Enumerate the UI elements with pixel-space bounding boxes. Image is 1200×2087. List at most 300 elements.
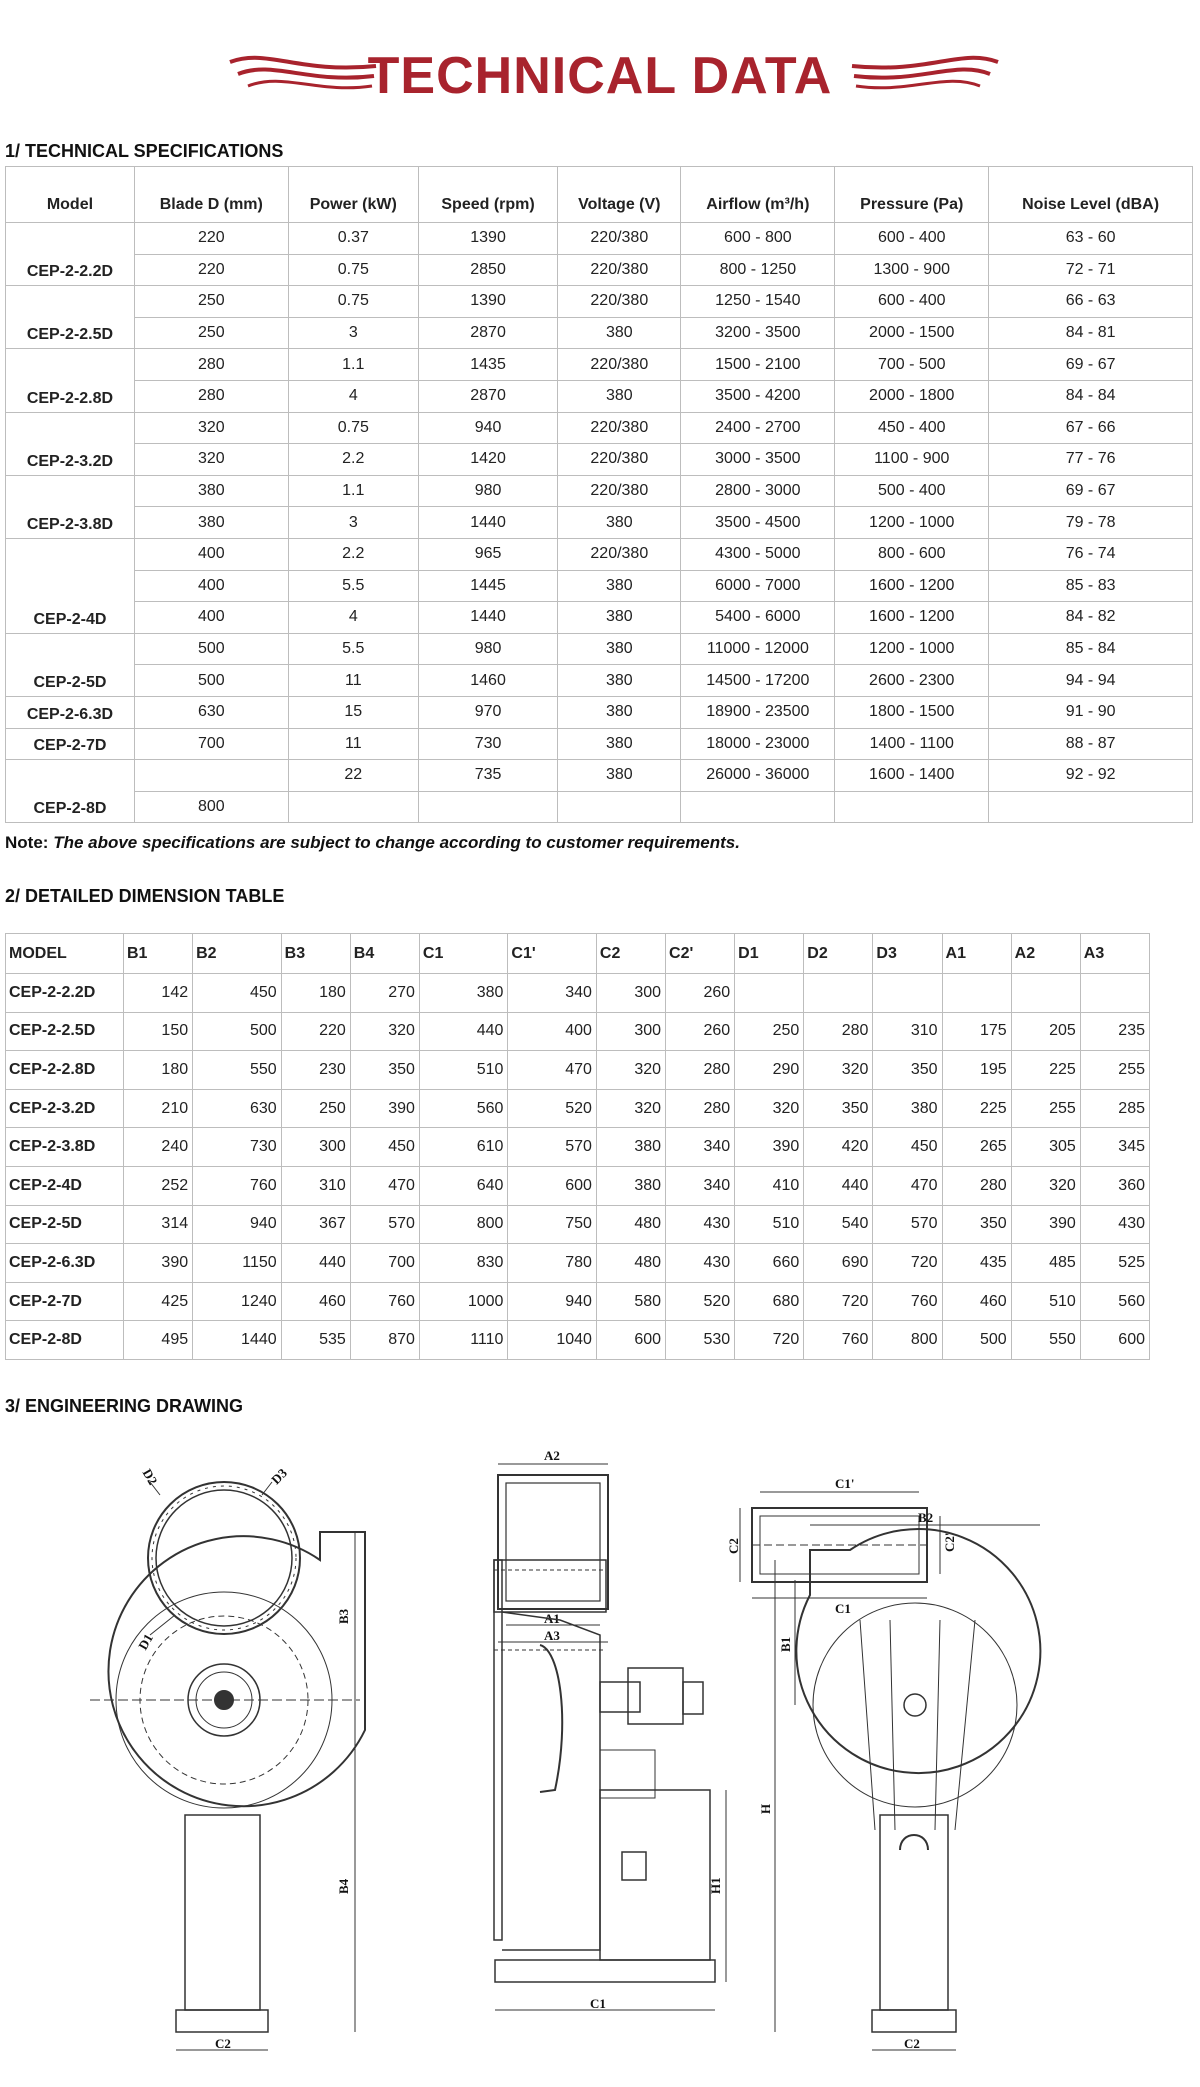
dim-cell: 750 bbox=[508, 1205, 597, 1244]
dim-cell: 180 bbox=[281, 974, 350, 1013]
spec-cell: 600 - 400 bbox=[835, 223, 989, 255]
dim-cell: 220 bbox=[281, 1012, 350, 1051]
dim-cell: 270 bbox=[350, 974, 419, 1013]
dim-cell bbox=[873, 974, 942, 1013]
spec-cell: 85 - 84 bbox=[989, 633, 1193, 665]
dim-cell: 410 bbox=[735, 1166, 804, 1205]
dim-cell: 830 bbox=[419, 1244, 508, 1283]
spec-cell: 84 - 81 bbox=[989, 317, 1193, 349]
spec-cell: 6000 - 7000 bbox=[681, 570, 835, 602]
dim-cell: 300 bbox=[596, 974, 665, 1013]
fan-side-view bbox=[494, 1560, 726, 2011]
spec-cell: 1800 - 1500 bbox=[835, 696, 989, 728]
spec-cell: 320 bbox=[134, 444, 288, 476]
spec-cell: 500 - 400 bbox=[835, 475, 989, 507]
dim-cell: 610 bbox=[419, 1128, 508, 1167]
dim-cell: 570 bbox=[350, 1205, 419, 1244]
spec-cell bbox=[681, 791, 835, 823]
spec-cell: 380 bbox=[558, 760, 681, 792]
dim-cell: 225 bbox=[1011, 1051, 1080, 1090]
spec-cell: 84 - 82 bbox=[989, 602, 1193, 634]
spec-cell: 0.75 bbox=[288, 286, 418, 318]
spec-cell: 380 bbox=[558, 317, 681, 349]
dim-cell: 535 bbox=[281, 1321, 350, 1360]
dim-cell: 210 bbox=[124, 1089, 193, 1128]
dim-model-cell: CEP-2-3.2D bbox=[6, 1089, 124, 1128]
dim-cell: 252 bbox=[124, 1166, 193, 1205]
dim-cell: 142 bbox=[124, 974, 193, 1013]
dim-cell: 525 bbox=[1080, 1244, 1149, 1283]
spec-header-7: Noise Level (dBA) bbox=[989, 167, 1193, 223]
dim-cell: 425 bbox=[124, 1282, 193, 1321]
spec-cell: 85 - 83 bbox=[989, 570, 1193, 602]
label-c1-prime: C1' bbox=[835, 1476, 855, 1491]
dim-cell: 780 bbox=[508, 1244, 597, 1283]
dim-cell: 340 bbox=[508, 974, 597, 1013]
section-title-specs: 1/ TECHNICAL SPECIFICATIONS bbox=[5, 141, 284, 161]
dim-cell: 320 bbox=[596, 1051, 665, 1090]
dim-header-13: A2 bbox=[1011, 934, 1080, 974]
spec-cell: 380 bbox=[558, 380, 681, 412]
spec-cell: 4300 - 5000 bbox=[681, 538, 835, 570]
spec-cell: 1300 - 900 bbox=[835, 254, 989, 286]
spec-row bbox=[6, 633, 1193, 665]
spec-cell: 250 bbox=[134, 317, 288, 349]
dim-cell: 870 bbox=[350, 1321, 419, 1360]
dim-cell: 260 bbox=[666, 974, 735, 1013]
outlet-view bbox=[726, 1476, 957, 1616]
dim-cell: 380 bbox=[596, 1166, 665, 1205]
dim-cell: 310 bbox=[873, 1012, 942, 1051]
dim-row bbox=[6, 1128, 1150, 1167]
dim-cell: 1040 bbox=[508, 1321, 597, 1360]
spec-cell: 970 bbox=[418, 696, 557, 728]
spec-cell: 0.37 bbox=[288, 223, 418, 255]
spec-cell: 5.5 bbox=[288, 633, 418, 665]
spec-cell: 1.1 bbox=[288, 475, 418, 507]
dim-cell: 495 bbox=[124, 1321, 193, 1360]
dim-cell: 1240 bbox=[193, 1282, 282, 1321]
spec-cell: 69 - 67 bbox=[989, 475, 1193, 507]
spec-cell: 66 - 63 bbox=[989, 286, 1193, 318]
dim-cell: 300 bbox=[596, 1012, 665, 1051]
dim-model-cell: CEP-2-4D bbox=[6, 1166, 124, 1205]
dim-cell: 1150 bbox=[193, 1244, 282, 1283]
label-c1-top: C1 bbox=[835, 1601, 851, 1616]
dim-cell: 540 bbox=[804, 1205, 873, 1244]
spec-cell: 220/380 bbox=[558, 538, 681, 570]
dim-model-cell: CEP-2-2.5D bbox=[6, 1012, 124, 1051]
spec-cell: 735 bbox=[418, 760, 557, 792]
spec-cell: 4 bbox=[288, 380, 418, 412]
spec-cell: 94 - 94 bbox=[989, 665, 1193, 697]
spec-cell: 11 bbox=[288, 728, 418, 760]
spec-cell: 220/380 bbox=[558, 223, 681, 255]
spec-cell: 800 bbox=[134, 791, 288, 823]
dim-cell: 367 bbox=[281, 1205, 350, 1244]
spec-cell: 220/380 bbox=[558, 286, 681, 318]
section-title-dimensions: 2/ DETAILED DIMENSION TABLE bbox=[5, 886, 285, 906]
spec-cell: 400 bbox=[134, 538, 288, 570]
dim-cell: 450 bbox=[350, 1128, 419, 1167]
label-h: H bbox=[758, 1803, 773, 1814]
dim-cell: 550 bbox=[193, 1051, 282, 1090]
spec-cell: 730 bbox=[418, 728, 557, 760]
dim-cell: 680 bbox=[735, 1282, 804, 1321]
flange-view bbox=[135, 1465, 300, 1652]
spec-cell: 77 - 76 bbox=[989, 444, 1193, 476]
spec-cell: 1100 - 900 bbox=[835, 444, 989, 476]
dim-header-2: B2 bbox=[193, 934, 282, 974]
dim-cell: 470 bbox=[508, 1051, 597, 1090]
spec-header-6: Pressure (Pa) bbox=[835, 167, 989, 223]
spec-model-cell: CEP-2-7D bbox=[6, 728, 135, 760]
spec-cell bbox=[989, 791, 1193, 823]
dim-cell: 314 bbox=[124, 1205, 193, 1244]
dim-cell: 730 bbox=[193, 1128, 282, 1167]
spec-cell: 380 bbox=[558, 570, 681, 602]
spec-cell: 1390 bbox=[418, 286, 557, 318]
dim-cell: 940 bbox=[193, 1205, 282, 1244]
spec-cell: 630 bbox=[134, 696, 288, 728]
spec-cell: 4 bbox=[288, 602, 418, 634]
spec-cell: 220 bbox=[134, 254, 288, 286]
dim-cell: 235 bbox=[1080, 1012, 1149, 1051]
spec-cell: 1445 bbox=[418, 570, 557, 602]
dim-cell: 255 bbox=[1011, 1089, 1080, 1128]
spec-cell: 72 - 71 bbox=[989, 254, 1193, 286]
dim-cell: 560 bbox=[1080, 1282, 1149, 1321]
spec-cell: 1.1 bbox=[288, 349, 418, 381]
section-title-drawing: 3/ ENGINEERING DRAWING bbox=[5, 1396, 244, 1416]
dim-cell: 600 bbox=[1080, 1321, 1149, 1360]
spec-cell: 220/380 bbox=[558, 349, 681, 381]
dim-cell bbox=[1011, 974, 1080, 1013]
right-wave-icon bbox=[850, 50, 1000, 94]
dim-cell: 510 bbox=[1011, 1282, 1080, 1321]
fan-rear-view bbox=[758, 1510, 1040, 2051]
dim-header-12: A1 bbox=[942, 934, 1011, 974]
dim-cell: 760 bbox=[350, 1282, 419, 1321]
dim-cell: 280 bbox=[666, 1051, 735, 1090]
dim-cell: 690 bbox=[804, 1244, 873, 1283]
spec-cell: 1250 - 1540 bbox=[681, 286, 835, 318]
dim-cell: 720 bbox=[873, 1244, 942, 1283]
spec-header-4: Voltage (V) bbox=[558, 167, 681, 223]
spec-cell: 0.75 bbox=[288, 412, 418, 444]
dim-cell: 390 bbox=[735, 1128, 804, 1167]
spec-cell: 940 bbox=[418, 412, 557, 444]
spec-cell: 1390 bbox=[418, 223, 557, 255]
dim-cell: 460 bbox=[942, 1282, 1011, 1321]
spec-cell: 5.5 bbox=[288, 570, 418, 602]
spec-row bbox=[6, 791, 1193, 823]
spec-cell bbox=[418, 791, 557, 823]
engineering-drawing bbox=[0, 1420, 1200, 2087]
spec-row bbox=[6, 412, 1193, 444]
spec-cell: 1200 - 1000 bbox=[835, 633, 989, 665]
dim-cell: 350 bbox=[942, 1205, 1011, 1244]
spec-cell: 980 bbox=[418, 475, 557, 507]
dim-model-cell: CEP-2-7D bbox=[6, 1282, 124, 1321]
dim-cell: 660 bbox=[735, 1244, 804, 1283]
dim-cell: 1440 bbox=[193, 1321, 282, 1360]
dim-cell bbox=[804, 974, 873, 1013]
spec-row bbox=[6, 760, 1193, 792]
dim-header-8: C2' bbox=[666, 934, 735, 974]
dim-cell: 570 bbox=[873, 1205, 942, 1244]
dim-cell: 500 bbox=[193, 1012, 282, 1051]
spec-cell: 1600 - 1400 bbox=[835, 760, 989, 792]
dim-cell bbox=[1080, 974, 1149, 1013]
spec-cell: 18900 - 23500 bbox=[681, 696, 835, 728]
spec-cell: 380 bbox=[558, 507, 681, 539]
label-b4: B4 bbox=[336, 1878, 351, 1894]
spec-row bbox=[6, 254, 1193, 286]
spec-cell: 220/380 bbox=[558, 444, 681, 476]
spec-row bbox=[6, 380, 1193, 412]
spec-cell: 11 bbox=[288, 665, 418, 697]
dim-cell: 150 bbox=[124, 1012, 193, 1051]
dim-row bbox=[6, 1321, 1150, 1360]
spec-cell: 450 - 400 bbox=[835, 412, 989, 444]
label-d1: D1 bbox=[135, 1631, 157, 1653]
spec-cell: 3 bbox=[288, 507, 418, 539]
spec-model-cell: CEP-2-5D bbox=[6, 633, 135, 696]
spec-cell: 1440 bbox=[418, 507, 557, 539]
dim-cell: 350 bbox=[873, 1051, 942, 1090]
spec-cell: 500 bbox=[134, 633, 288, 665]
spec-row bbox=[6, 728, 1193, 760]
spec-row bbox=[6, 665, 1193, 697]
spec-cell bbox=[288, 791, 418, 823]
dim-cell: 255 bbox=[1080, 1051, 1149, 1090]
label-a3: A3 bbox=[544, 1628, 560, 1643]
dim-cell: 500 bbox=[942, 1321, 1011, 1360]
dim-header-4: B4 bbox=[350, 934, 419, 974]
spec-header-0: Model bbox=[6, 167, 135, 223]
dim-cell: 440 bbox=[804, 1166, 873, 1205]
spec-cell: 1200 - 1000 bbox=[835, 507, 989, 539]
dim-cell: 1110 bbox=[419, 1321, 508, 1360]
dim-cell: 1000 bbox=[419, 1282, 508, 1321]
spec-row bbox=[6, 538, 1193, 570]
dim-model-cell: CEP-2-2.8D bbox=[6, 1051, 124, 1090]
dim-cell: 360 bbox=[1080, 1166, 1149, 1205]
dim-cell bbox=[942, 974, 1011, 1013]
spec-cell: 63 - 60 bbox=[989, 223, 1193, 255]
spec-cell: 2000 - 1800 bbox=[835, 380, 989, 412]
spec-cell: 320 bbox=[134, 412, 288, 444]
spec-cell: 92 - 92 bbox=[989, 760, 1193, 792]
dim-model-cell: CEP-2-6.3D bbox=[6, 1244, 124, 1283]
dim-cell: 700 bbox=[350, 1244, 419, 1283]
dim-cell: 440 bbox=[419, 1012, 508, 1051]
dim-cell: 440 bbox=[281, 1244, 350, 1283]
dim-row bbox=[6, 1244, 1150, 1283]
spec-cell: 1440 bbox=[418, 602, 557, 634]
spec-cell: 380 bbox=[134, 475, 288, 507]
dim-cell: 760 bbox=[193, 1166, 282, 1205]
spec-header-1: Blade D (mm) bbox=[134, 167, 288, 223]
dim-cell: 600 bbox=[508, 1166, 597, 1205]
dim-cell: 570 bbox=[508, 1128, 597, 1167]
dim-cell: 460 bbox=[281, 1282, 350, 1321]
spec-cell: 2870 bbox=[418, 317, 557, 349]
dim-row bbox=[6, 1282, 1150, 1321]
spec-cell: 2800 - 3000 bbox=[681, 475, 835, 507]
dim-cell: 485 bbox=[1011, 1244, 1080, 1283]
spec-model-cell: CEP-2-3.2D bbox=[6, 412, 135, 475]
dim-cell: 260 bbox=[666, 1012, 735, 1051]
spec-cell: 3500 - 4200 bbox=[681, 380, 835, 412]
dim-cell: 205 bbox=[1011, 1012, 1080, 1051]
dim-cell: 350 bbox=[350, 1051, 419, 1090]
title-banner bbox=[0, 36, 1200, 106]
dim-cell: 320 bbox=[1011, 1166, 1080, 1205]
dim-row bbox=[6, 1166, 1150, 1205]
dim-cell: 340 bbox=[666, 1128, 735, 1167]
dim-cell: 280 bbox=[804, 1012, 873, 1051]
spec-cell bbox=[558, 791, 681, 823]
spec-row bbox=[6, 286, 1193, 318]
note bbox=[5, 833, 740, 853]
dim-cell: 480 bbox=[596, 1244, 665, 1283]
spec-cell: 965 bbox=[418, 538, 557, 570]
label-h1: H1 bbox=[708, 1877, 723, 1894]
dim-cell: 630 bbox=[193, 1089, 282, 1128]
spec-cell: 1600 - 1200 bbox=[835, 570, 989, 602]
spec-cell: 2.2 bbox=[288, 538, 418, 570]
dim-cell: 550 bbox=[1011, 1321, 1080, 1360]
spec-model-cell: CEP-2-2.8D bbox=[6, 349, 135, 412]
dim-cell: 320 bbox=[804, 1051, 873, 1090]
dim-cell: 280 bbox=[942, 1166, 1011, 1205]
label-a2: A2 bbox=[544, 1448, 560, 1463]
page-title: TECHNICAL DATA bbox=[367, 47, 833, 105]
dim-cell: 380 bbox=[596, 1128, 665, 1167]
spec-cell: 700 bbox=[134, 728, 288, 760]
dim-cell: 300 bbox=[281, 1128, 350, 1167]
dim-cell: 470 bbox=[873, 1166, 942, 1205]
dim-cell: 760 bbox=[804, 1321, 873, 1360]
dim-cell: 350 bbox=[804, 1089, 873, 1128]
dim-header-0: MODEL bbox=[6, 934, 124, 974]
spec-cell bbox=[835, 791, 989, 823]
dim-row bbox=[6, 1205, 1150, 1244]
label-a1: A1 bbox=[544, 1611, 560, 1626]
spec-cell: 600 - 400 bbox=[835, 286, 989, 318]
label-d3: D3 bbox=[268, 1465, 290, 1488]
dim-model-cell: CEP-2-5D bbox=[6, 1205, 124, 1244]
dim-model-cell: CEP-2-8D bbox=[6, 1321, 124, 1360]
dim-cell: 760 bbox=[873, 1282, 942, 1321]
dim-header-6: C1' bbox=[508, 934, 597, 974]
dim-cell: 430 bbox=[666, 1244, 735, 1283]
dim-cell: 520 bbox=[508, 1089, 597, 1128]
dim-cell: 530 bbox=[666, 1321, 735, 1360]
note-text: The above specifications are subject to change according to customer requirements. bbox=[53, 833, 740, 852]
spec-row bbox=[6, 475, 1193, 507]
dim-cell: 450 bbox=[193, 974, 282, 1013]
dim-cell: 340 bbox=[666, 1166, 735, 1205]
dim-header-14: A3 bbox=[1080, 934, 1149, 974]
label-b1: B1 bbox=[778, 1636, 793, 1652]
dim-header-7: C2 bbox=[596, 934, 665, 974]
dim-cell: 390 bbox=[124, 1244, 193, 1283]
spec-model-cell: CEP-2-4D bbox=[6, 538, 135, 633]
spec-cell: 980 bbox=[418, 633, 557, 665]
spec-cell: 84 - 84 bbox=[989, 380, 1193, 412]
dim-cell: 510 bbox=[419, 1051, 508, 1090]
spec-cell: 14500 - 17200 bbox=[681, 665, 835, 697]
spec-cell: 380 bbox=[558, 665, 681, 697]
spec-cell: 79 - 78 bbox=[989, 507, 1193, 539]
spec-model-cell: CEP-2-8D bbox=[6, 760, 135, 823]
spec-cell: 18000 - 23000 bbox=[681, 728, 835, 760]
fan-front-view bbox=[90, 1532, 365, 2051]
spec-cell: 2000 - 1500 bbox=[835, 317, 989, 349]
spec-cell: 1400 - 1100 bbox=[835, 728, 989, 760]
spec-cell: 22 bbox=[288, 760, 418, 792]
dim-cell: 580 bbox=[596, 1282, 665, 1321]
spec-cell: 88 - 87 bbox=[989, 728, 1193, 760]
dim-cell: 380 bbox=[873, 1089, 942, 1128]
spec-cell: 15 bbox=[288, 696, 418, 728]
spec-cell: 800 - 1250 bbox=[681, 254, 835, 286]
dim-header-10: D2 bbox=[804, 934, 873, 974]
spec-cell: 91 - 90 bbox=[989, 696, 1193, 728]
dim-cell: 380 bbox=[419, 974, 508, 1013]
label-c2-right: C2 bbox=[904, 2036, 920, 2051]
spec-cell: 0.75 bbox=[288, 254, 418, 286]
dim-cell: 450 bbox=[873, 1128, 942, 1167]
dim-cell: 640 bbox=[419, 1166, 508, 1205]
dim-cell: 290 bbox=[735, 1051, 804, 1090]
dim-cell: 510 bbox=[735, 1205, 804, 1244]
spec-header-3: Speed (rpm) bbox=[418, 167, 557, 223]
spec-cell: 1435 bbox=[418, 349, 557, 381]
dim-header-9: D1 bbox=[735, 934, 804, 974]
spec-cell: 380 bbox=[558, 728, 681, 760]
spec-row bbox=[6, 570, 1193, 602]
dim-cell: 305 bbox=[1011, 1128, 1080, 1167]
spec-row bbox=[6, 444, 1193, 476]
spec-cell: 69 - 67 bbox=[989, 349, 1193, 381]
dim-cell: 250 bbox=[735, 1012, 804, 1051]
dim-cell: 225 bbox=[942, 1089, 1011, 1128]
dim-cell bbox=[735, 974, 804, 1013]
spec-row bbox=[6, 317, 1193, 349]
dim-model-cell: CEP-2-3.8D bbox=[6, 1128, 124, 1167]
spec-row bbox=[6, 602, 1193, 634]
dim-header-3: B3 bbox=[281, 934, 350, 974]
dim-cell: 230 bbox=[281, 1051, 350, 1090]
spec-cell: 1500 - 2100 bbox=[681, 349, 835, 381]
spec-cell: 220/380 bbox=[558, 412, 681, 444]
dim-cell: 175 bbox=[942, 1012, 1011, 1051]
spec-row bbox=[6, 507, 1193, 539]
dim-header-11: D3 bbox=[873, 934, 942, 974]
spec-model-cell: CEP-2-6.3D bbox=[6, 696, 135, 728]
label-c2-left: C2 bbox=[215, 2036, 231, 2051]
spec-cell: 5400 - 6000 bbox=[681, 602, 835, 634]
spec-cell: 400 bbox=[134, 602, 288, 634]
spec-cell: 250 bbox=[134, 286, 288, 318]
dim-cell: 520 bbox=[666, 1282, 735, 1321]
spec-cell: 2850 bbox=[418, 254, 557, 286]
spec-cell: 2400 - 2700 bbox=[681, 412, 835, 444]
